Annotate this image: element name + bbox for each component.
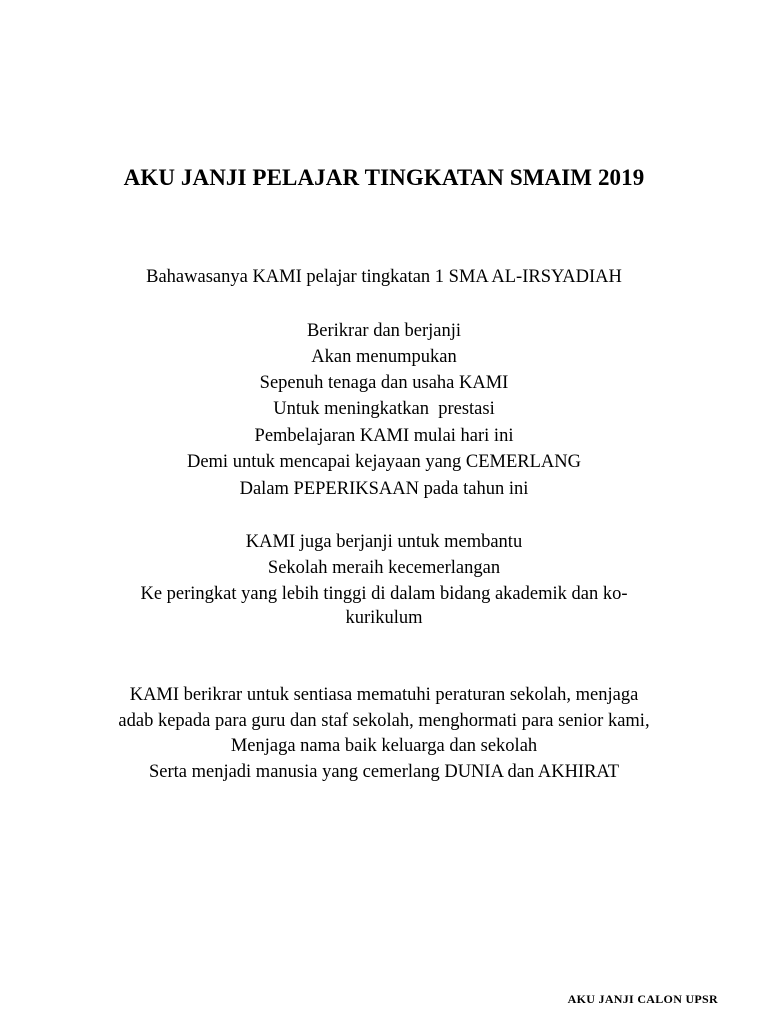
stanza2-line-2: Sekolah meraih kecemerlangan	[267, 558, 501, 578]
stanza1-line-2: Akan menumpukan	[311, 347, 457, 367]
stanza1-line-6: Demi untuk mencapai kejayaan yang CEMERLANG	[186, 452, 582, 472]
stanza1-line-5: Pembelajaran KAMI mulai hari ini	[254, 426, 514, 446]
stanza3-line-4: Serta menjadi manusia yang cemerlang DUNIA dan AKHIRAT	[148, 762, 620, 782]
stanza3-line-1: KAMI berikrar untuk sentiasa mematuhi peraturan sekolah, menjaga	[129, 685, 639, 705]
stanza1-line-4: Untuk meningkatkan prestasi	[273, 399, 495, 419]
footer-label: AKU JANJI CALON UPSR	[567, 992, 718, 1006]
stanza2-line-3: Ke peringkat yang lebih tinggi di dalam bidang akademik dan ko-	[140, 584, 628, 604]
intro-line: Bahawasanya KAMI pelajar tingkatan 1 SMA AL-IRSYADIAH	[146, 267, 622, 287]
document-title: AKU JANJI PELAJAR TINGKATAN SMAIM 2019	[123, 165, 645, 190]
stanza3-line-2: adab kepada para guru dan staf sekolah, menghormati para senior kami,	[118, 711, 650, 731]
stanza2-line-4: kurikulum	[345, 608, 423, 628]
stanza1-line-3: Sepenuh tenaga dan usaha KAMI	[259, 373, 509, 393]
stanza1-line-7: Dalam PEPERIKSAAN pada tahun ini	[239, 479, 529, 499]
stanza1-line-1: Berikrar dan berjanji	[306, 321, 462, 341]
stanza2-line-1: KAMI juga berjanji untuk membantu	[245, 532, 523, 552]
stanza3-line-3: Menjaga nama baik keluarga dan sekolah	[230, 736, 538, 756]
